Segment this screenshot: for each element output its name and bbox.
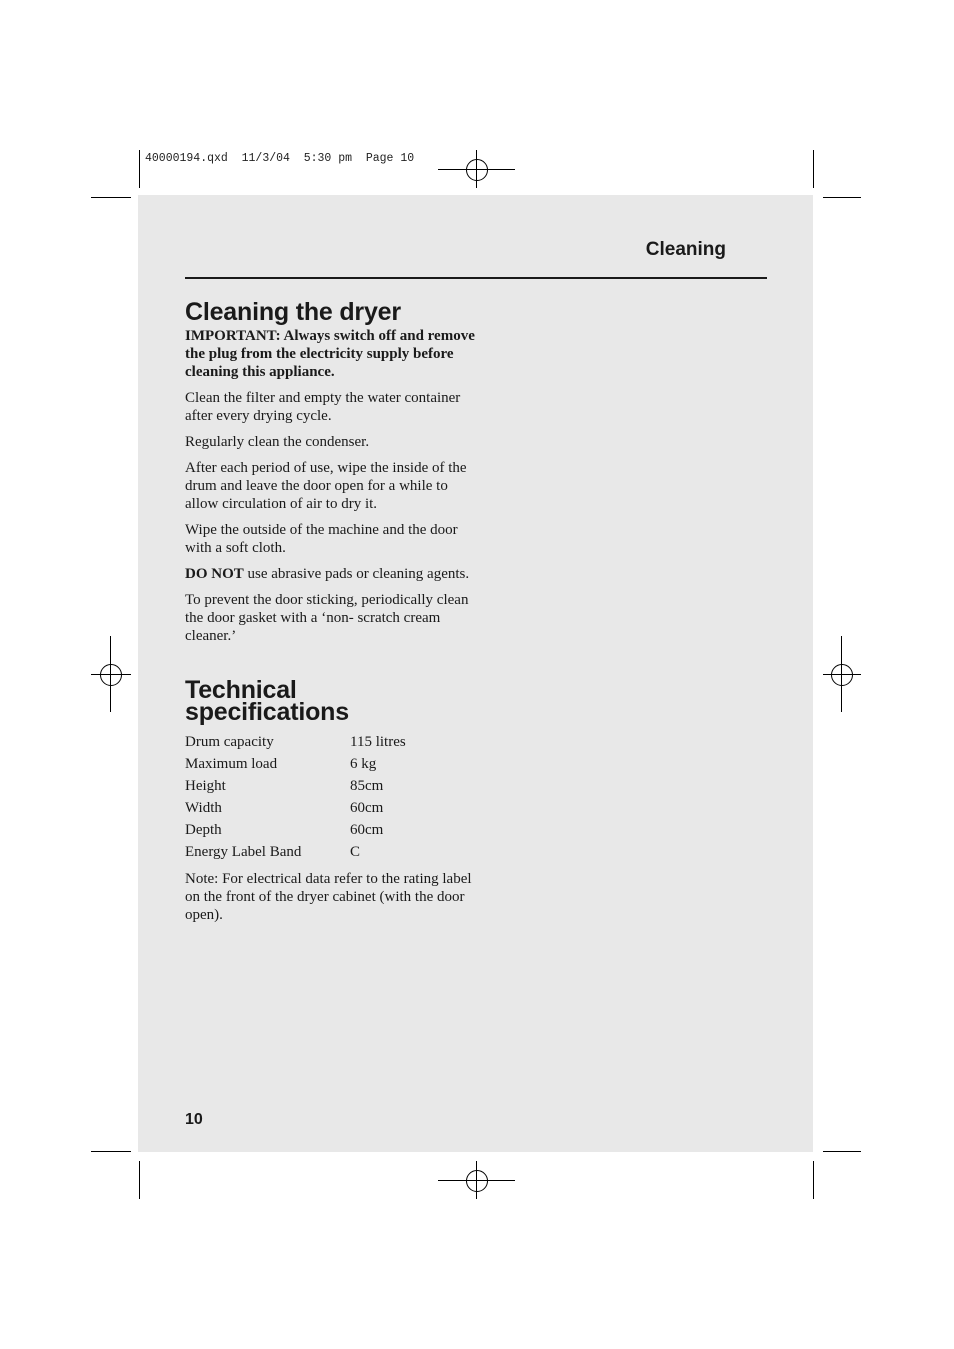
crop-mark	[139, 150, 140, 188]
page-number: 10	[185, 1111, 203, 1128]
table-row	[185, 797, 406, 819]
registration-circle-icon	[466, 159, 488, 181]
content-column	[185, 299, 475, 932]
crop-mark	[813, 1161, 814, 1199]
crop-mark	[813, 150, 814, 188]
spec-label: Energy Label Band	[185, 844, 302, 860]
table-row	[185, 731, 406, 753]
cleaning-paragraph: Wipe the outside of the machine and the door with a soft cloth.	[185, 522, 458, 556]
specs-title-line2: specifications	[185, 698, 349, 726]
manual-page	[138, 195, 813, 1152]
table-row	[185, 753, 406, 775]
do-not-emphasis: DO NOT	[185, 566, 244, 582]
crop-mark	[91, 1151, 131, 1152]
cleaning-paragraph	[185, 565, 475, 583]
table-row	[185, 841, 406, 863]
cleaning-paragraph: Clean the filter and empty the water container after every drying cycle.	[185, 390, 461, 424]
cleaning-paragraph: Regularly clean the condenser.	[185, 434, 370, 450]
specs-title	[185, 676, 475, 726]
header-rule	[185, 277, 767, 279]
specs-table	[185, 731, 406, 863]
registration-circle-icon	[466, 1170, 488, 1192]
spec-value: 115 litres	[350, 734, 406, 750]
spec-value: 60cm	[350, 822, 384, 838]
specs-title-line1: Technical	[185, 676, 297, 704]
crop-mark	[91, 197, 131, 198]
spec-label: Depth	[185, 822, 222, 838]
crop-mark	[823, 1151, 861, 1152]
spec-label: Width	[185, 800, 222, 816]
spec-label: Height	[185, 778, 226, 794]
spec-value: 60cm	[350, 800, 384, 816]
crop-mark	[823, 197, 861, 198]
cleaning-title: Cleaning the dryer	[185, 298, 401, 326]
registration-circle-icon	[100, 664, 122, 686]
spec-value: C	[350, 844, 361, 860]
section-header: Cleaning	[645, 239, 726, 260]
table-row	[185, 819, 406, 841]
spec-value: 6 kg	[350, 756, 377, 772]
specs-note: Note: For electrical data refer to the rating label on the front of the dryer cabinet (with the door open).	[185, 871, 472, 923]
important-warning: IMPORTANT: Always switch off and remove the plug from the electricity supply before cleaning this appliance.	[185, 328, 475, 380]
registration-circle-icon	[831, 664, 853, 686]
print-slug: 40000194.qxd 11/3/04 5:30 pm Page 10	[145, 152, 415, 165]
spec-label: Drum capacity	[185, 734, 274, 750]
spec-label: Maximum load	[185, 756, 278, 772]
cleaning-paragraph-text: use abrasive pads or cleaning agents.	[243, 566, 470, 582]
crop-mark	[139, 1161, 140, 1199]
cleaning-paragraph: To prevent the door sticking, periodically clean the door gasket with a ‘non- scratch cream cleaner.’	[185, 592, 469, 644]
spec-value: 85cm	[350, 778, 384, 794]
cleaning-paragraph: After each period of use, wipe the inside of the drum and leave the door open for a while to allow circulation of air to dry it.	[185, 460, 467, 512]
table-row	[185, 775, 406, 797]
